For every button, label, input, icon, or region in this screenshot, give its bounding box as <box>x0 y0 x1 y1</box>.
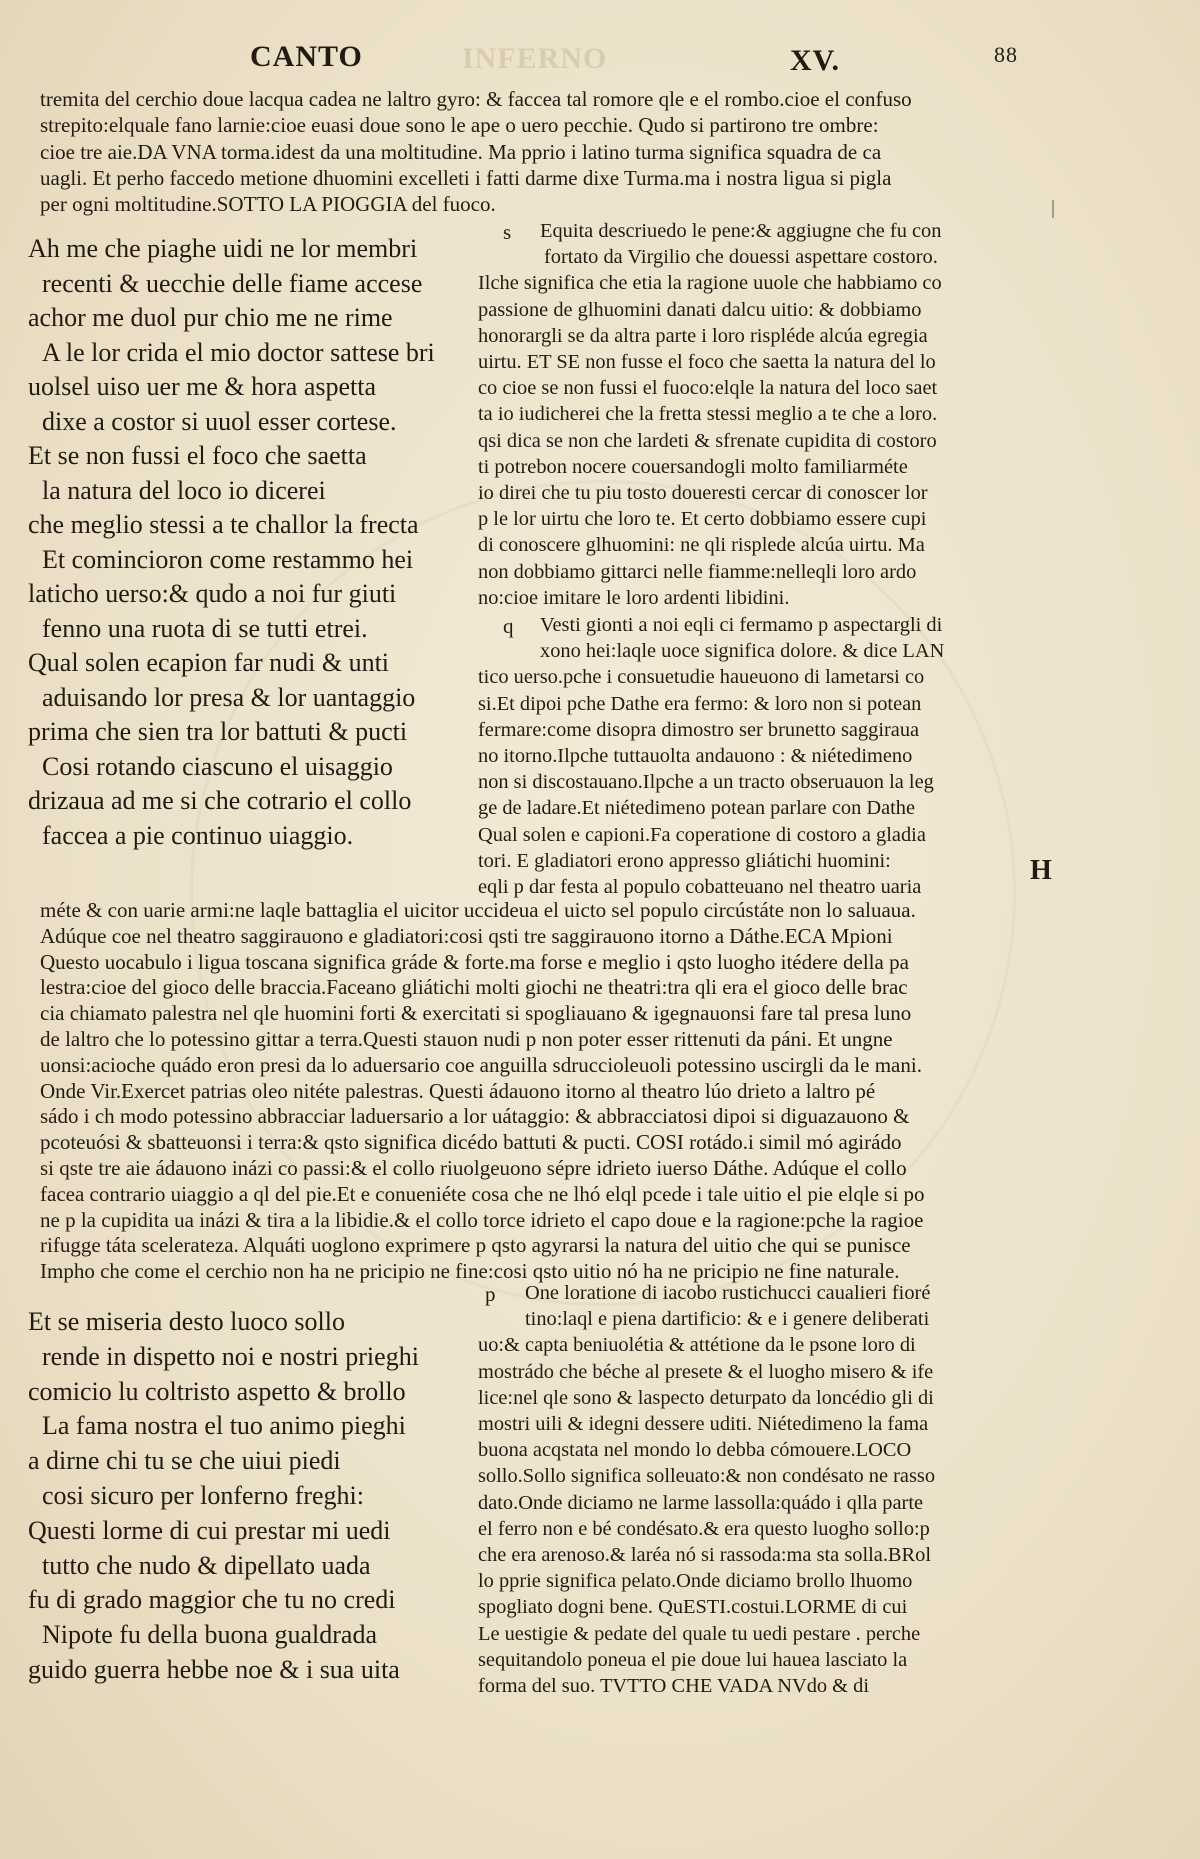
commentary-line: uirtu. ET SE non fusse el foco che saetta la natura del lo <box>478 351 936 373</box>
commentary-line: Le uestigie & pedate del quale tu uedi pestare . perche <box>478 1622 921 1645</box>
commentary-line: io direi che tu piu tosto doueresti cercar di conoscer lor <box>478 482 928 505</box>
commentary-line: ta io iudicherei che la fretta stessi meglio a te che a loro. <box>478 403 938 426</box>
verse-line: Qual solen ecapion far nudi & unti <box>28 648 390 677</box>
verse-line: prima che sien tra lor battuti & pucti <box>28 717 408 746</box>
verse-line: fu di grado maggior che tu no credi <box>28 1585 396 1615</box>
commentary-line: di conoscere glhuomini: ne qli risplede alcúa uirtu. Ma <box>478 534 925 557</box>
commentary-line: non dobbiamo gittarci nelle fiamme:nelleqli loro ardo <box>478 560 917 583</box>
verse-line: la natura del loco io dicerei <box>42 475 326 505</box>
top-commentary <box>40 86 1030 217</box>
commentary-block-2 <box>478 664 1038 900</box>
commentary-block-3 <box>478 1332 1038 1699</box>
verse-line: achor me duol pur chio me ne rime <box>28 303 393 332</box>
verse-line: Cosi rotando ciascuno el uisaggio <box>42 751 393 781</box>
commentary-line: non si discostauano.Ilpche a un tracto obseruauon la leg <box>478 771 934 794</box>
commentary-line: tori. E gladiatori erono appresso gliátichi huomini: <box>478 849 891 872</box>
verse-line: recenti & uecchie delle fiame accese <box>42 268 423 298</box>
commentary-line: per ogni moltitudine.SOTTO LA PIOGGIA del fuoco. <box>40 192 496 217</box>
commentary-line: facea contrario uiaggio a ql del pie.Et e conueniéte cosa che ne lhó elql pcede i tale uitio el pie elqle si po <box>40 1181 925 1206</box>
commentary-line: de laltro che lo potessino gittar a terra.Questi stauon nudi p non poter esser rittenuti da páni. Et ungne <box>40 1026 893 1051</box>
commentary-line: lestra:cioe del gioco delle braccia.Faceano gliátichi molti giochi ne theatri:tra qli era el gioco delle brac <box>40 975 908 1000</box>
commentary-line: sádo i ch modo potessino abbracciar laduersario a lor uátaggio: & abbracciatosi dipoi si diguazauono & <box>40 1104 910 1129</box>
commentary-line: sequitandolo poneua el pie doue lui hauea lasciato la <box>478 1648 908 1671</box>
commentary-line: no itorno.Ilpche tuttauolta andauono : & niétedimeno <box>478 745 913 767</box>
commentary-block-3-start <box>525 1280 1040 1332</box>
commentary-line: uonsi:acioche quádo eron presi da lo aduersario coe anguilla sdruccioleuoli potessino uscirgli da le mani. <box>40 1052 922 1077</box>
commentary-line: xono hei:laqle uoce significa dolore. & dice LAN <box>540 640 945 663</box>
verse-line: drizaua ad me si che cotrario el collo <box>28 786 412 815</box>
commentary-line: cia chiamato palestra nel qle huomini forti & exercitati si spogliauano & igegnauonsi fare tal presa luno <box>40 1001 912 1026</box>
commentary-line: tino:laql e piena dartificio: & e i genere deliberati <box>525 1308 930 1331</box>
commentary-line: tico uerso.pche i consuetudie haueuono di lametarsi co <box>478 666 925 689</box>
commentary-block-1-start <box>540 218 1040 270</box>
commentary-line: si qste tre aie ádauono inázi co passi:& el collo riuolgeuono sépre idrieto iuerso Dáthe. Adúque el collo <box>40 1155 907 1180</box>
verse-line: Et se non fussi el foco che saetta <box>28 441 367 470</box>
verse-line: fenno una ruota di se tutti etrei. <box>42 613 368 643</box>
verse-line: dixe a costor si uuol esser cortese. <box>42 406 397 436</box>
commentary-line: p le lor uirtu che loro te. Et certo dobbiamo essere cupi <box>478 508 927 531</box>
commentary-line: ti potrebon nocere couersandogli molto familiarméte <box>478 455 908 478</box>
commentary-line: Vesti gionti a noi eqli ci fermamo p aspectargli di <box>540 614 943 636</box>
verse-block-2 <box>28 1305 483 1688</box>
commentary-block-1 <box>478 270 1038 611</box>
commentary-line: dato.Onde diciamo ne larme lassolla:quádo i qlla parte <box>478 1491 924 1514</box>
commentary-line: One loratione di iacobo rustichucci caualieri fioré <box>525 1282 931 1304</box>
verse-line: A le lor crida el mio doctor sattese bri <box>42 337 435 367</box>
verse-line: guido guerra hebbe noe & i sua uita <box>28 1654 400 1684</box>
commentary-line: rifugge táta scelerateza. Alquáti uoglono exprimere p qsto agyrarsi la natura del uitio che qui se punisce <box>40 1233 911 1258</box>
verse-line: tutto che nudo & dipellato uada <box>42 1550 371 1580</box>
commentary-line: honorargli se da altra parte i loro rispléde alcúa egregia <box>478 324 928 347</box>
commentary-line: Equita descriuedo le pene:& aggiugne che fu con <box>540 220 942 242</box>
running-head-left: CANTO <box>250 40 363 73</box>
verse-line: La fama nostra el tuo animo pieghi <box>42 1411 406 1441</box>
verse-line: Ah me che piaghe uidi ne lor membri <box>28 234 418 263</box>
commentary-line: uagli. Et perho faccedo metione dhuomini excelleti i fatti darme dixe Turma.ma i nostra ligua si pigla <box>40 165 892 190</box>
commentary-line: méte & con uarie armi:ne laqle battaglia el uicitor uccideua el uicto sel populo circústáte non lo saluaua. <box>40 898 916 922</box>
verse-line: Questi lorme di cui prestar mi uedi <box>28 1515 391 1545</box>
commentary-line: ge de ladare.Et niétedimeno potean parlare con Dathe <box>478 797 916 820</box>
running-head-right: XV. <box>790 44 840 77</box>
commentary-line: co cioe se non fussi el fuoco:elqle la natura del loco saet <box>478 377 938 400</box>
commentary-line: fermare:come disopra dimostro ser brunetto saggiraua <box>478 718 920 741</box>
commentary-line: lo pprie significa pelato.Onde diciamo brollo lhuomo <box>478 1570 913 1593</box>
commentary-line: strepito:elquale fano larnie:cioe euasi doue sono le ape o uero pecchie. Qudo si partirono tre ombre: <box>40 113 879 138</box>
verse-line: Et se miseria desto luoco sollo <box>28 1307 346 1336</box>
running-header <box>0 36 1200 86</box>
commentary-line: tremita del cerchio doue lacqua cadea ne laltro gyro: & faccea tal romore qle e el rombo.cioe el confuso <box>40 87 912 111</box>
paragraph-marker-p: p <box>485 1282 496 1306</box>
commentary-line: Adúque coe nel theatro saggirauono e gladiatori:cosi qsti tre saggirauono itorno a Dáthe.ECA Mpioni <box>40 923 893 948</box>
commentary-line: fortato da Virgilio che douessi aspettare costoro. <box>544 246 938 269</box>
commentary-line: eqli p dar festa al populo cobatteuano nel theatro uaria <box>478 876 922 899</box>
margin-letter: H <box>1030 855 1052 886</box>
commentary-line: pcoteuósi & sbatteuonsi i terra:& qsto significa dicédo battuti & pucti. COSI rotádo.i simil mó agirádo <box>40 1130 902 1155</box>
commentary-line: Questo uocabulo i ligua toscana significa gráde & forte.ma forse e meglio i qsto luogho itédere della pa <box>40 949 909 974</box>
commentary-line: qsi dica se non che lardeti & sfrenate cupidita di costoro <box>478 429 937 452</box>
paragraph-marker-s: s <box>503 220 512 244</box>
paragraph-marker-q: q <box>503 614 514 638</box>
verse-line: comicio lu coltristo aspetto & brollo <box>28 1376 406 1406</box>
commentary-line: mostri uili & idegni dessere uditi. Niétedimeno la fama <box>478 1413 929 1435</box>
commentary-line: spogliato dogni bene. QuESTI.costui.LORME di cui <box>478 1596 908 1619</box>
commentary-line: lice:nel qle sono & laspecto deturpato da loncédio gli di <box>478 1386 934 1409</box>
commentary-line: che era arenoso.& laréa nó si rassoda:ma sta solla.BRol <box>478 1544 931 1567</box>
commentary-line: buona acqstata nel mondo lo debba cómouere.LOCO <box>478 1439 912 1462</box>
verse-line: cosi sicuro per lonferno freghi: <box>42 1480 365 1510</box>
commentary-line: el ferro non e bé condésato.& era questo luogho sollo:p <box>478 1517 930 1540</box>
commentary-line: ne p la cupidita ua inázi & tira a la libidie.& el collo torce idrieto el capo doue e la ragione:pche la ragioe <box>40 1207 924 1232</box>
commentary-line: no:cioe imitare le loro ardenti libidini. <box>478 586 790 609</box>
verse-line: a dirne chi tu se che uiui piedi <box>28 1446 341 1476</box>
verse-line: latiсho uerso:& qudo a noi fur giuti <box>28 579 397 608</box>
folio-number: 88 <box>994 42 1018 67</box>
commentary-line: si.Et dipoi pche Dathe era fermo: & loro non si potean <box>478 692 922 715</box>
commentary-line: Impho che come el cerchio non ha ne pricipio ne fine:cosi qsto uitio nó ha ne pricipio ne fine naturale. <box>40 1259 900 1284</box>
commentary-line: sollo.Sollo significa solleuato:& non condésato ne rasso <box>478 1465 936 1488</box>
verse-line: che meglio stessi a te challor la frecta <box>28 510 419 539</box>
verse-line: faccea a pie continuo uiaggio. <box>42 820 354 850</box>
commentary-block-2-start <box>540 612 1040 664</box>
commentary-line: Onde Vir.Exercet patrias oleo nitéte palestras. Questi ádauono itorno al theatro lúo drieto a laltro pé <box>40 1078 876 1103</box>
verse-block-1 <box>28 232 483 853</box>
show-through-head: INFERNO <box>462 42 608 75</box>
middle-commentary <box>40 898 1030 1285</box>
commentary-line: cioe tre aie.DA VNA torma.idest da una moltitudine. Ma pprio i latino turma significa squadra de ca <box>40 139 882 164</box>
commentary-line: uo:& capta beniuolétia & attétione da le psone loro di <box>478 1334 916 1357</box>
commentary-line: passione de glhuomini danati dalcu uitio: & dobbiamo <box>478 298 922 321</box>
commentary-line: mostrádo che béche al presete & el luogho misero & ife <box>478 1360 934 1383</box>
verse-line: Et comincioron come restammo hei <box>42 544 414 574</box>
commentary-line: Ilche significa che etia la ragione uuole che habbiamo co <box>478 272 942 295</box>
verse-line: Nipote fu della buona gualdrada <box>42 1620 377 1650</box>
verse-line: rende in dispetto noi e nostri prieghi <box>42 1341 419 1371</box>
margin-tick <box>1052 200 1054 218</box>
commentary-line: Qual solen e capioni.Fa coperatione di costoro a gladia <box>478 823 926 846</box>
verse-line: aduisando lor presa & lor uantaggio <box>42 682 416 712</box>
verse-line: uolsel uiso uer me & hora aspetta <box>28 372 377 401</box>
commentary-line: forma del suo. TVTTO CHE VADA NVdo & di <box>478 1675 870 1698</box>
